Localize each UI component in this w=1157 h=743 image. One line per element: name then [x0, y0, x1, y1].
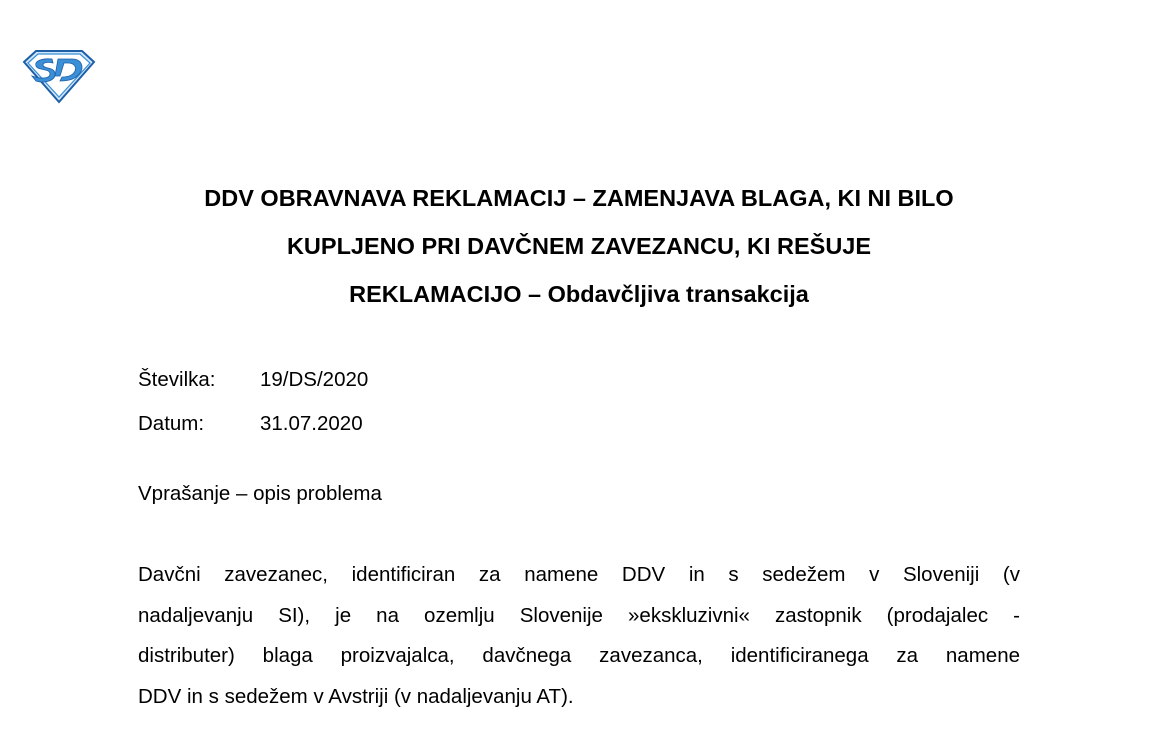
document-title	[138, 174, 1020, 318]
number-value: 19/DS/2020	[260, 368, 369, 391]
date-value: 31.07.2020	[260, 412, 363, 435]
section-heading: Vprašanje – opis problema	[138, 482, 382, 505]
title-line-1: DDV OBRAVNAVA REKLAMACIJ – ZAMENJAVA BLAGA, KI NI BILO	[204, 185, 954, 211]
body-paragraph	[138, 555, 1020, 717]
date-row	[138, 402, 368, 446]
paragraph-line-3: distributer) blaga proizvajalca, davčnega zavezanca, identificiranega za namene	[138, 644, 1020, 667]
number-label: Številka:	[138, 368, 216, 391]
company-logo	[22, 48, 96, 104]
title-line-3: REKLAMACIJO – Obdavčljiva transakcija	[349, 281, 809, 307]
paragraph-line-4: DDV in s sedežem v Avstriji (v nadaljevanju AT).	[138, 684, 574, 708]
number-row	[138, 358, 368, 402]
paragraph-line-2: nadaljevanju SI), je na ozemlju Slovenije »ekskluzivni« zastopnik (prodajalec -	[138, 603, 1020, 627]
title-line-2: KUPLJENO PRI DAVČNEM ZAVEZANCU, KI REŠUJE	[286, 233, 872, 259]
sd-diamond-logo-icon	[22, 48, 96, 104]
date-label: Datum:	[138, 412, 205, 435]
document-meta	[138, 358, 368, 446]
paragraph-line-1: Davčni zavezanec, identificiran za namene DDV in s sedežem v Sloveniji (v	[138, 563, 1020, 586]
